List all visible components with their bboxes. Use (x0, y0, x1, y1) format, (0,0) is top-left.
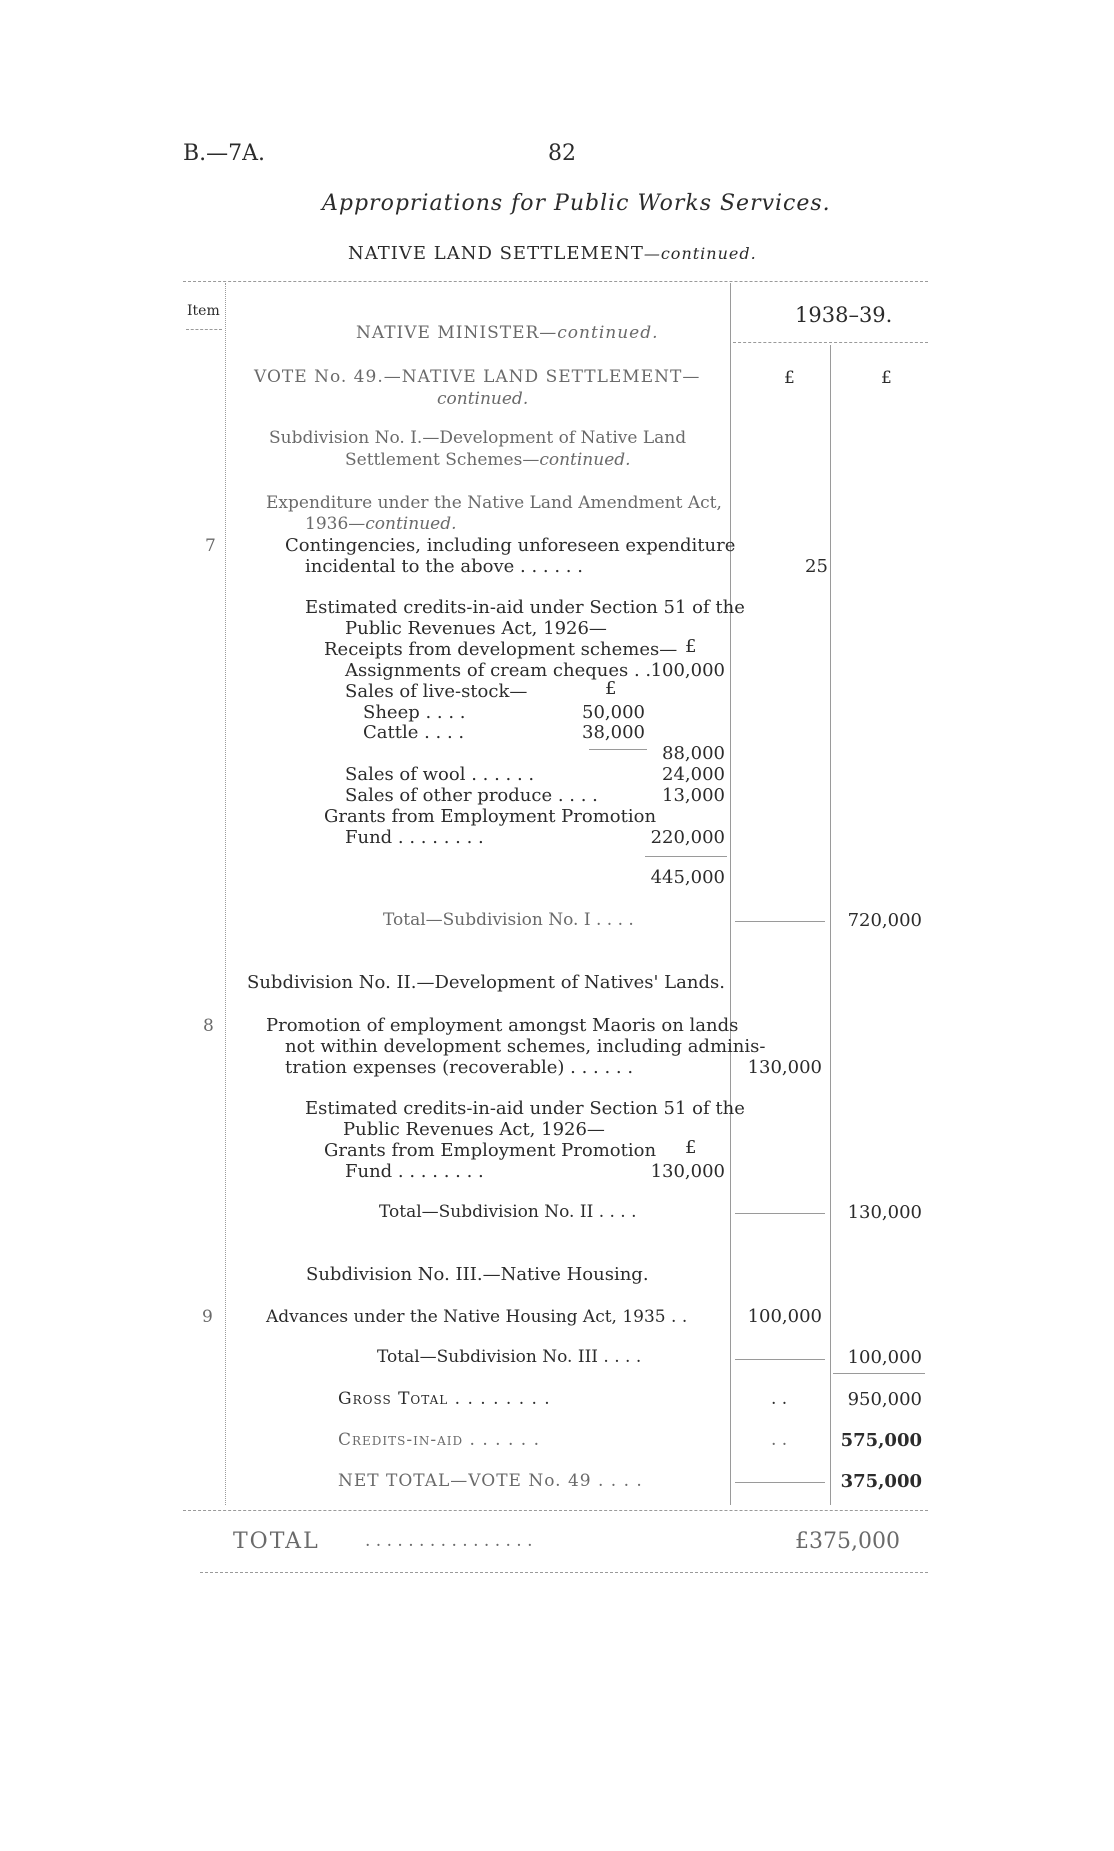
livestock-label: Sales of live-stock— (345, 681, 528, 702)
grants-value: 220,000 (650, 827, 725, 848)
section-title (348, 243, 757, 264)
promotion-line2: not within development schemes, including adminis- (285, 1036, 766, 1057)
produce-value: 13,000 (662, 785, 725, 806)
cream-cheques-label: Assignments of cream cheques . . (345, 660, 652, 681)
net-total-rule (735, 1482, 825, 1483)
footer-rule (200, 1572, 928, 1573)
sub1-total-label: Total—Subdivision No. I . . . . (383, 910, 634, 930)
grants-label-line2: Fund . . . . . . . . (345, 827, 484, 848)
year-column-header: 1938–39. (795, 303, 893, 327)
sub3-total-rule (735, 1359, 825, 1360)
sub2-credits-line2: Public Revenues Act, 1926— (343, 1119, 605, 1140)
sub2-total-amount: 130,000 (847, 1202, 922, 1223)
page-title: Appropriations for Public Works Services. (322, 191, 831, 216)
sub1-heading: Subdivision No. I.—Development of Native Land (269, 428, 687, 448)
pound-header-1: £ (784, 368, 795, 388)
sub3-total-underline (833, 1373, 925, 1374)
sub2-grants-line2: Fund . . . . . . . . (345, 1161, 484, 1182)
sub1-expenditure-continued: continued. (365, 514, 457, 534)
grand-total-label: TOTAL (233, 1529, 320, 1554)
sub1-credits-line2: Public Revenues Act, 1926— (345, 618, 607, 639)
wool-value: 24,000 (662, 764, 725, 785)
sub1-heading-line2 (345, 450, 631, 470)
sub1-expenditure-line2 (305, 514, 456, 534)
item-number-8: 8 (203, 1016, 214, 1036)
sub2-grants-value: 130,000 (650, 1161, 725, 1182)
sub1-total-amount: 720,000 (847, 910, 922, 931)
document-reference: B.—7A. (183, 141, 266, 166)
sub2-grants-pound: £ (685, 1137, 697, 1158)
item-column-rule (225, 283, 226, 1505)
minister-heading (356, 323, 659, 343)
amount-column-rule-1 (730, 283, 731, 1505)
vote-heading-continued: continued. (437, 389, 529, 409)
credits-in-aid-label: Credits-in-aid . . . . . . (338, 1430, 540, 1450)
minister-heading-main: NATIVE MINISTER (356, 323, 540, 343)
vote-heading: VOTE No. 49.—NATIVE LAND SETTLEMENT— (254, 367, 701, 387)
sub1-expenditure-line1: Expenditure under the Native Land Amendment Act, (266, 493, 722, 513)
receipts-label: Receipts from development schemes— (324, 639, 678, 660)
sub2-grants-line1: Grants from Employment Promotion (324, 1140, 657, 1161)
contingencies-amount: 25 (805, 556, 828, 577)
sub2-total-rule (735, 1213, 825, 1214)
section-title-continued: —continued. (643, 244, 757, 263)
sub1-credits-line1: Estimated credits-in-aid under Section 51 of the (305, 597, 745, 618)
livestock-total: 88,000 (662, 743, 725, 764)
wool-label: Sales of wool . . . . . . (345, 764, 535, 785)
gross-total-amount: 950,000 (847, 1389, 922, 1410)
credits-in-aid-amount: 575,000 (840, 1430, 922, 1451)
sub1-total-rule (735, 921, 825, 922)
minister-heading-continued: —continued. (539, 323, 659, 343)
promotion-line1: Promotion of employment amongst Maoris on lands (266, 1015, 739, 1036)
receipts-pound: £ (685, 636, 697, 657)
net-total-amount: 375,000 (840, 1471, 922, 1492)
item-number-7: 7 (205, 536, 216, 556)
sub2-total-label: Total—Subdivision No. II . . . . (379, 1202, 637, 1222)
credits-in-aid-dots: . . (771, 1430, 788, 1450)
sub1-expenditure-year: 1936— (305, 514, 366, 534)
sheep-label: Sheep . . . . (363, 702, 466, 723)
contingencies-line1: Contingencies, including unforeseen expenditure (285, 535, 736, 556)
table-top-rule (183, 281, 928, 282)
gross-total-dots: . . (771, 1389, 788, 1409)
sub1-heading-continued: continued. (539, 450, 631, 470)
sub3-heading: Subdivision No. III.—Native Housing. (306, 1264, 649, 1285)
housing-advances-label: Advances under the Native Housing Act, 1935 . . (266, 1307, 688, 1327)
sub3-total-amount: 100,000 (847, 1347, 922, 1368)
sub3-total-label: Total—Subdivision No. III . . . . (377, 1347, 642, 1367)
net-total-label: NET TOTAL—VOTE No. 49 . . . . (338, 1471, 643, 1491)
sub1-credits-total: 445,000 (650, 867, 725, 888)
sub2-heading: Subdivision No. II.—Development of Natives' Lands. (247, 972, 725, 993)
pound-header-2: £ (881, 368, 892, 388)
promotion-amount: 130,000 (747, 1057, 822, 1078)
table-bottom-rule (183, 1510, 928, 1511)
grand-total-dots: . . . . . . . . . . . . . . . . (365, 1531, 533, 1551)
page-number: 82 (548, 141, 576, 166)
sheep-value: 50,000 (582, 702, 645, 723)
sub2-credits-line1: Estimated credits-in-aid under Section 51 of the (305, 1098, 745, 1119)
cream-cheques-value: 100,000 (650, 660, 725, 681)
cattle-label: Cattle . . . . (363, 722, 465, 743)
sub1-heading-line2-main: Settlement Schemes— (345, 450, 540, 470)
credits-subtotal-rule (645, 856, 727, 857)
item-header-rule (186, 329, 222, 330)
gross-total-label: Gross Total . . . . . . . . (338, 1389, 551, 1409)
item-column-header: Item (187, 303, 220, 319)
year-header-rule (733, 342, 928, 343)
item-number-9: 9 (202, 1307, 213, 1327)
cattle-value: 38,000 (582, 722, 645, 743)
livestock-subtotal-rule (589, 749, 647, 750)
section-title-main: NATIVE LAND SETTLEMENT (348, 243, 644, 264)
grand-total-amount: £375,000 (795, 1529, 900, 1554)
housing-advances-amount: 100,000 (747, 1306, 822, 1327)
produce-label: Sales of other produce . . . . (345, 785, 598, 806)
promotion-line3: tration expenses (recoverable) . . . . . . (285, 1057, 634, 1078)
grants-label-line1: Grants from Employment Promotion (324, 806, 657, 827)
livestock-pound: £ (605, 678, 617, 699)
contingencies-line2: incidental to the above . . . . . . (305, 556, 583, 577)
